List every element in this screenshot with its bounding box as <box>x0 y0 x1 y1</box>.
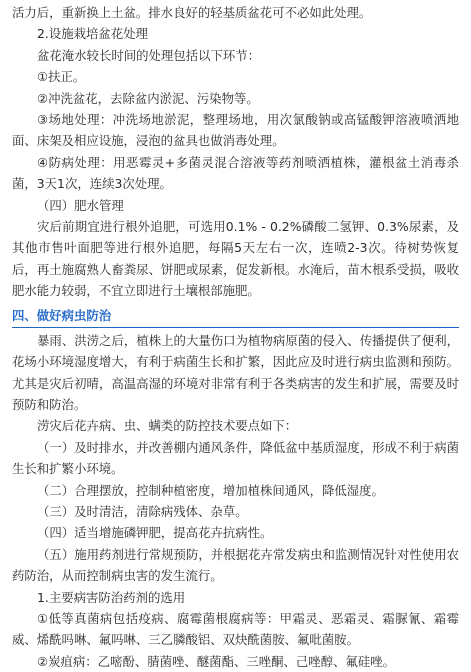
subsection-title: 2.设施栽培盆花处理 <box>37 26 148 42</box>
text-paragraph: 灾后前期宜进行根外追肥，可选用0.1% - 0.2%磷酸二氢钾、0.3%尿素，及其他市售叶面肥等进行根外追肥，每隔5天左右一次，连喷2-3次。待树势恢复后，再土施腐熟人畜粪尿、饼肥或尿素，促发新根。水淹后，苗木根系受损，吸收肥水能力较弱，不宜立即进行土壤根部施肥。 <box>12 219 459 299</box>
text-paragraph: 活力后，重新换上土盆。排水良好的轻基质盆花可不必如此处理。 <box>12 5 372 20</box>
list-item: （二）合理摆放，控制种植密度，增加植株间通风，降低湿度。 <box>37 482 384 498</box>
list-item: ①低等真菌病包括疫病、腐霉菌根腐病等：甲霜灵、恶霜灵、霜脲氰、霜霉威、烯酰吗啉、氟吗啉、三乙膦酸铝、双炔酰菌胺、氟吡菌胺。 <box>12 610 459 648</box>
list-item: （三）及时清洁，清除病残体、杂草。 <box>37 503 248 519</box>
text-paragraph: 涝灾后花卉病、虫、螨类的防控技术要点如下： <box>37 418 298 434</box>
list-item: （一）及时排水，并改善棚内通风条件，降低盆中基质湿度，形成不利于病菌生长和扩繁小环境。 <box>12 439 459 477</box>
text-paragraph: 暴雨、洪涝之后，植株上的大量伤口为植物病原菌的侵入、传播提供了便利，花场小环境湿度增大，有利于病菌生长和扩繁，因此应及时进行病虫监测和预防。尤其是灾后初晴，高温高湿的环境对非常有利于各类病害的发生和扩展，需要及时预防和防治。 <box>12 332 459 412</box>
list-item: ③场地处理：冲洗场地淤泥，整理场地，用次氯酸钠或高锰酸钾溶液喷洒地面、床架及相应设施，浸泡的盆具也做消毒处理。 <box>12 112 459 149</box>
list-item: （四）适当增施磷钾肥，提高花卉抗病性。 <box>37 525 273 541</box>
list-item: ①扶正。 <box>37 69 86 85</box>
subsection-title: 1.主要病害防治药剂的选用 <box>37 589 186 605</box>
subsection-title: （四）肥水管理 <box>37 197 124 213</box>
section-heading: 四、做好病虫防治 <box>12 306 459 328</box>
list-item: ②冲洗盆花，去除盆内淤泥、污染物等。 <box>37 90 259 106</box>
text-paragraph: 盆花淹水较长时间的处理包括以下环节： <box>37 47 261 63</box>
list-item: ②炭疽病：乙嘧酚、腈菌唑、醚菌酯、三唑酮、己唑醇、氟硅唑。 <box>37 653 396 669</box>
list-item: （五）施用药剂进行常规预防，并根据花卉常发病虫和监测情况针对性使用农药防治，从而控制病虫害的发生流行。 <box>12 546 459 584</box>
list-item: ④防病处理：用恶霉灵+多菌灵混合溶液等药剂喷洒植株，灌根盆土消毒杀菌，3天1次，连续3次处理。 <box>12 154 459 192</box>
